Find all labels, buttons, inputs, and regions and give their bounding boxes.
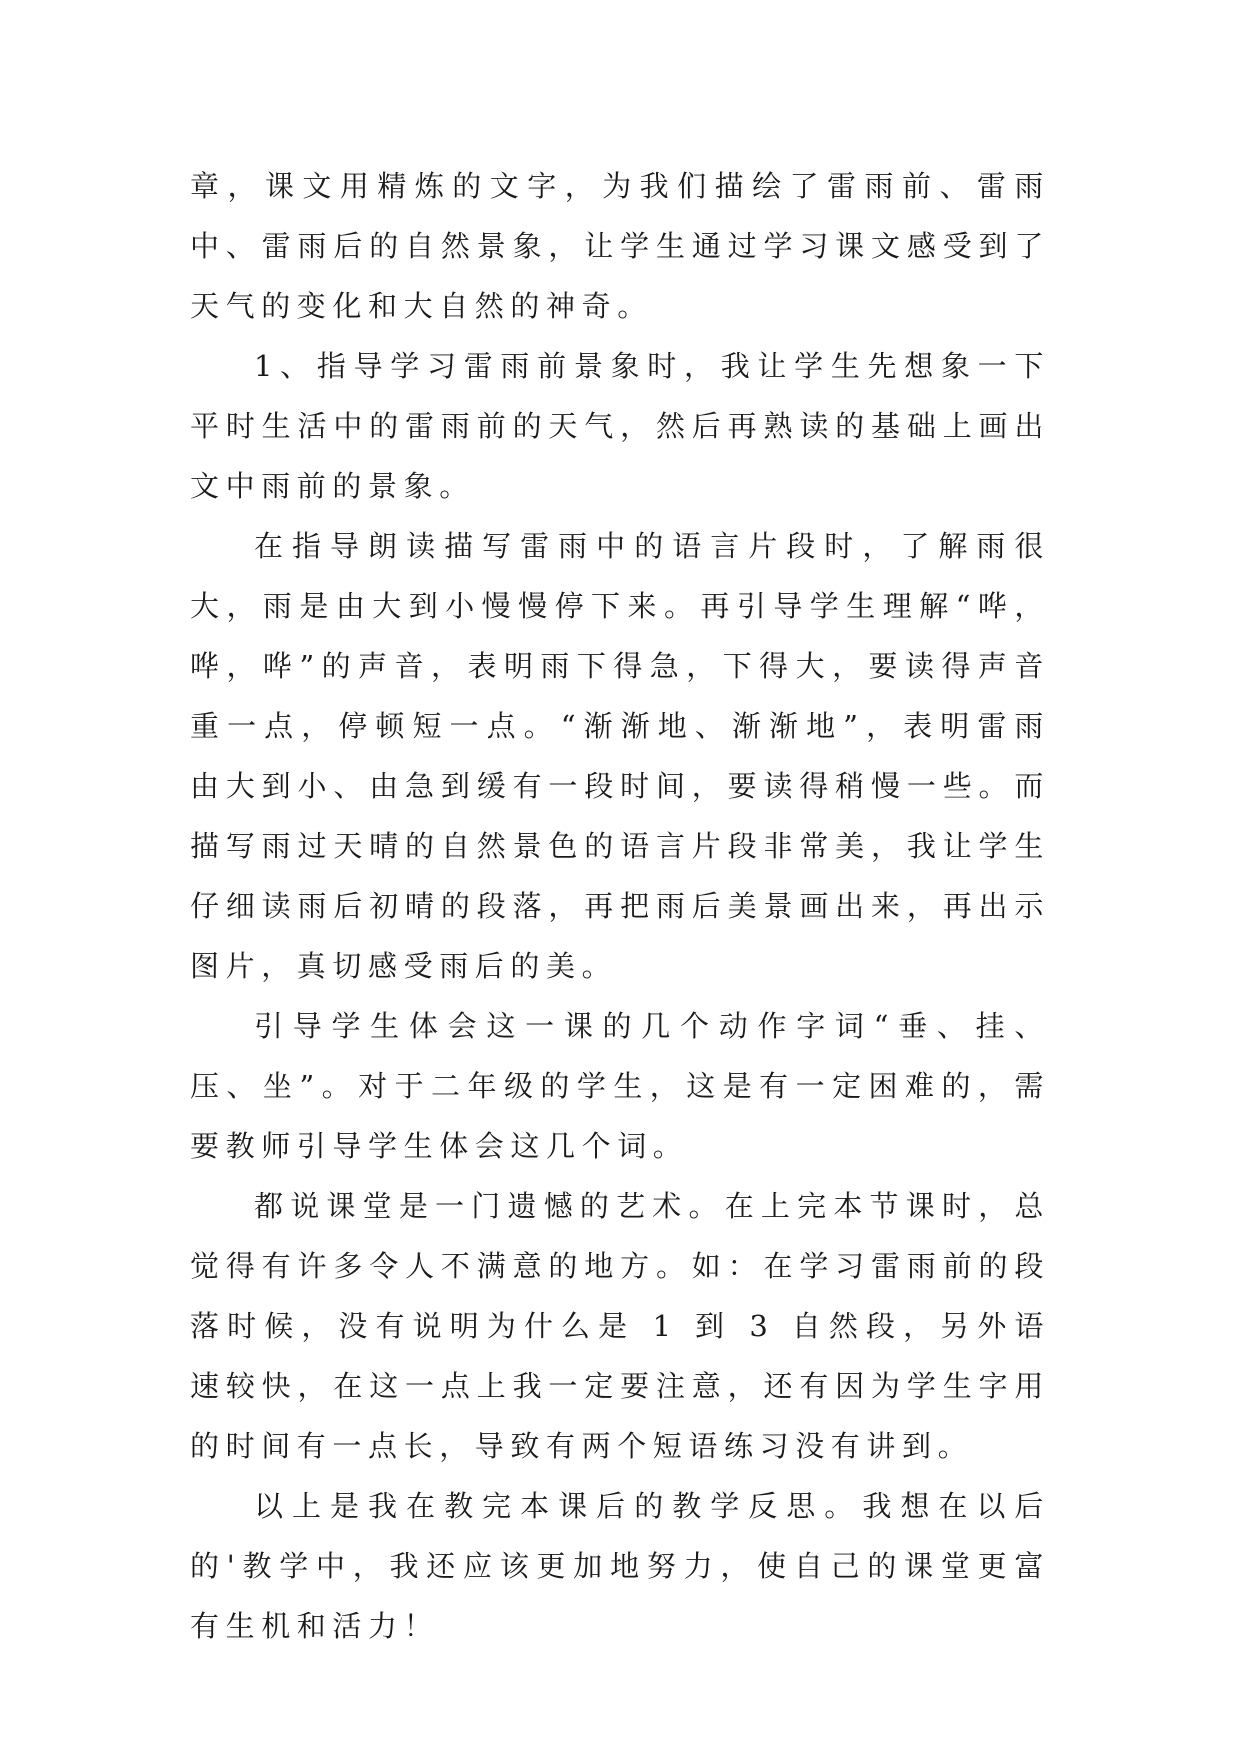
paragraph: 引导学生体会这一课的几个动作字词“垂、挂、压、坐”。对于二年级的学生，这是有一定困难的，需要教师引导学生体会这几个词。: [190, 1009, 1050, 1163]
document-body: [190, 156, 1050, 1656]
paragraph: 以上是我在教完本课后的教学反思。我想在以后的'教学中，我还应该更加地努力，使自己的课堂更富有生机和活力！: [190, 1489, 1050, 1643]
paragraph: 章，课文用精炼的文字，为我们描绘了雷雨前、雷雨中、雷雨后的自然景象，让学生通过学习课文感受到了天气的变化和大自然的神奇。: [190, 169, 1050, 323]
paragraph: 1、指导学习雷雨前景象时，我让学生先想象一下平时生活中的雷雨前的天气，然后再熟读的基础上画出文中雨前的景象。: [190, 349, 1050, 503]
paragraph: 在指导朗读描写雷雨中的语言片段时，了解雨很大，雨是由大到小慢慢停下来。再引导学生理解“哗，哗，哗”的声音，表明雨下得急，下得大，要读得声音重一点，停顿短一点。“渐渐地、渐渐地”，表明雷雨由大到小、由急到缓有一段时间，要读得稍慢一些。而描写雨过天晴的自然景色的语言片段非常美，我让学生仔细读雨后初晴的段落，再把雨后美景画出来，再出示图片，真切感受雨后的美。: [190, 529, 1050, 983]
paragraph: 都说课堂是一门遗憾的艺术。在上完本节课时，总觉得有许多令人不满意的地方。如：在学习雷雨前的段落时候，没有说明为什么是 1 到 3 自然段，另外语速较快，在这一点上我一定要注意，还有因为学生字用的时间有一点长，导致有两个短语练习没有讲到。: [190, 1189, 1050, 1463]
